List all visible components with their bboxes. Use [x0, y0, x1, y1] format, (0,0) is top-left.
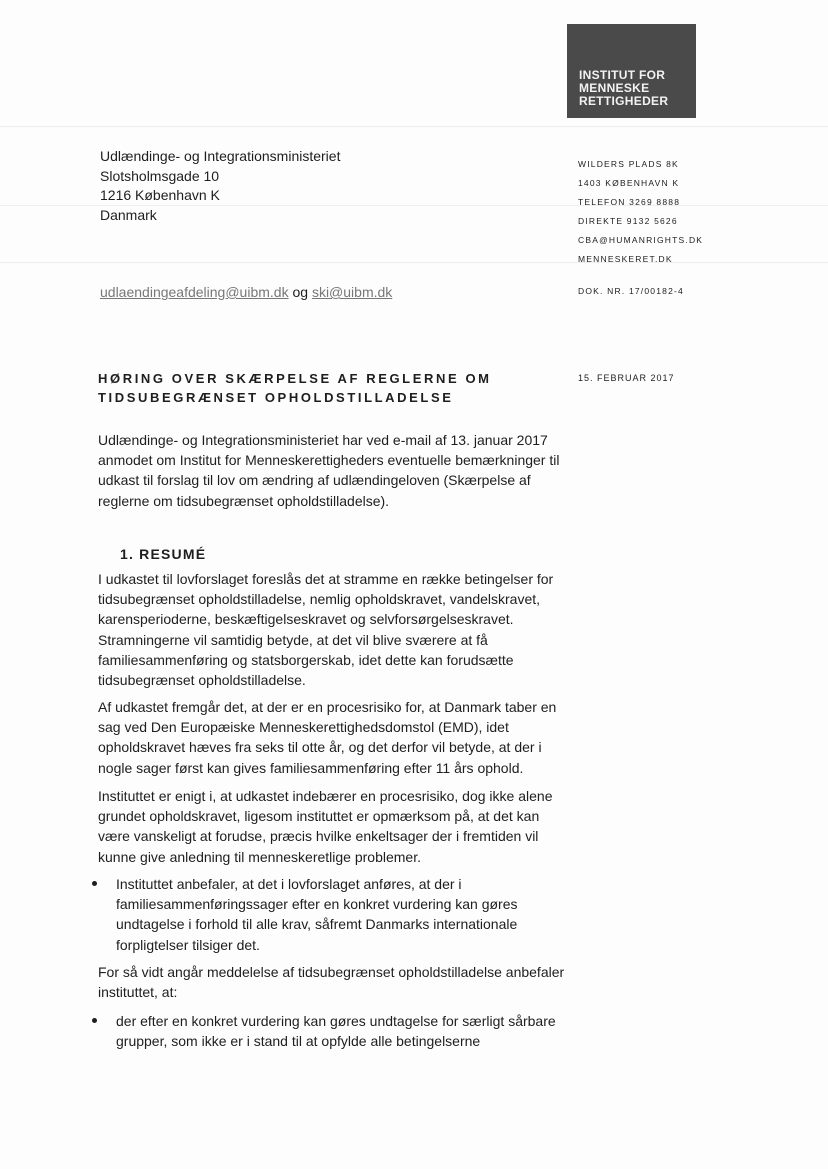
logo-text — [579, 69, 668, 108]
institute-logo — [567, 24, 696, 118]
contact-line: DIREKTE 9132 5626 — [578, 216, 678, 226]
contact-line: TELEFON 3269 8888 — [578, 197, 681, 207]
paragraph-text: For så vidt angår meddelelse af tidsubegrænset opholdstilladelse anbefaler instituttet, at: — [98, 964, 565, 1001]
logo-line-2: MENNESKE — [579, 81, 650, 95]
bullet-icon — [92, 881, 97, 886]
bullet-text: der efter en konkret vurdering kan gøres undtagelse for særligt sårbare grupper, som ikke er i stand til at opfylde alle betingelserne — [116, 1013, 556, 1050]
bullet-item — [116, 1011, 556, 1051]
recipient-address — [100, 147, 340, 225]
bullet-icon — [92, 1018, 97, 1023]
email-link-2[interactable]: ski@uibm.dk — [311, 284, 393, 300]
intro-paragraph — [98, 430, 568, 511]
paragraph-text: Af udkastet fremgår det, at der er en procesrisiko for, at Danmark taber en sag ved Den Europæiske Menneskerettighedsdomstol (EMD), idet opholdskravet hæves fra seks til otte år, og det derfor vil betyde, at der i nogle sager først kan gives familiesammenføring efter 11 års ophold. — [98, 699, 557, 776]
contact-line: WILDERS PLADS 8K — [578, 159, 679, 169]
letter-date: 15. FEBRUAR 2017 — [578, 373, 675, 383]
scan-artifact — [0, 126, 828, 127]
intro-text: Udlændinge- og Integrationsministeriet har ved e-mail af 13. januar 2017 anmodet om Institut for Menneskerettigheders eventuelle bemærkninger til udkast til forslag til lov om ændring af udlændingeloven (Skærpelse af reglerne om tidsubegrænset opholdstilladelse). — [98, 432, 560, 509]
bullet-item — [116, 874, 556, 955]
logo-line-1: INSTITUT FOR — [579, 68, 666, 82]
paragraph — [98, 697, 568, 778]
recipient-line: 1216 København K — [100, 187, 220, 203]
section-title: 1. RESUMÉ — [120, 546, 207, 562]
email-link-1[interactable]: udlaendingeafdeling@uibm.dk — [100, 284, 289, 300]
contact-email[interactable]: CBA@HUMANRIGHTS.DK — [578, 235, 704, 245]
paragraph — [98, 786, 568, 867]
paragraph-text: Instituttet er enigt i, at udkastet indebærer en procesrisiko, dog ikke alene grundet opholdskravet, ligesom instituttet er opmærksom på, at det kan være vanskeligt at forudse, præcis hvilke enkeltsager der i fremtiden vil kunne give anledning til menneskeretlige problemer. — [98, 788, 553, 865]
recipient-line: Danmark — [100, 206, 157, 223]
paragraph — [98, 569, 568, 690]
logo-line-3: RETTIGHEDER — [579, 94, 669, 108]
email-connector: og — [292, 284, 309, 300]
recipient-emails — [100, 284, 392, 300]
paragraph — [98, 962, 568, 1002]
contact-line: 1403 KØBENHAVN K — [578, 178, 680, 188]
scan-artifact — [0, 262, 828, 263]
contact-website[interactable]: MENNESKERET.DK — [578, 254, 673, 264]
sender-contact — [578, 155, 703, 269]
recipient-line: Udlændinge- og Integrationsministeriet — [100, 148, 341, 164]
bullet-text: Instituttet anbefaler, at det i lovforslaget anføres, at der i familiesammenføringssager efter en konkret vurdering kan gøres undtagelse i forhold til alle krav, såfremt Danmarks internationale forpligtelser tilsiger det. — [116, 876, 518, 953]
document-number: DOK. NR. 17/00182-4 — [578, 286, 684, 296]
letter-heading — [98, 369, 492, 407]
heading-line-2: TIDSUBEGRÆNSET OPHOLDSTILLADELSE — [98, 390, 454, 405]
recipient-line: Slotsholmsgade 10 — [100, 167, 220, 184]
paragraph-text: I udkastet til lovforslaget foreslås det at stramme en række betingelser for tidsubegrænset opholdstilladelse, nemlig opholdskravet, vandelskravet, karensperioderne, beskæftigelseskravet og selvforsørgelseskravet. Stramningerne vil samtidig betyde, at det vil blive sværere at få familiesammenføring og statsborgerskab, idet dette kan forudsætte tidsubegrænset opholdstilladelse. — [98, 571, 554, 689]
heading-line-1: HØRING OVER SKÆRPELSE AF REGLERNE OM — [98, 371, 492, 386]
